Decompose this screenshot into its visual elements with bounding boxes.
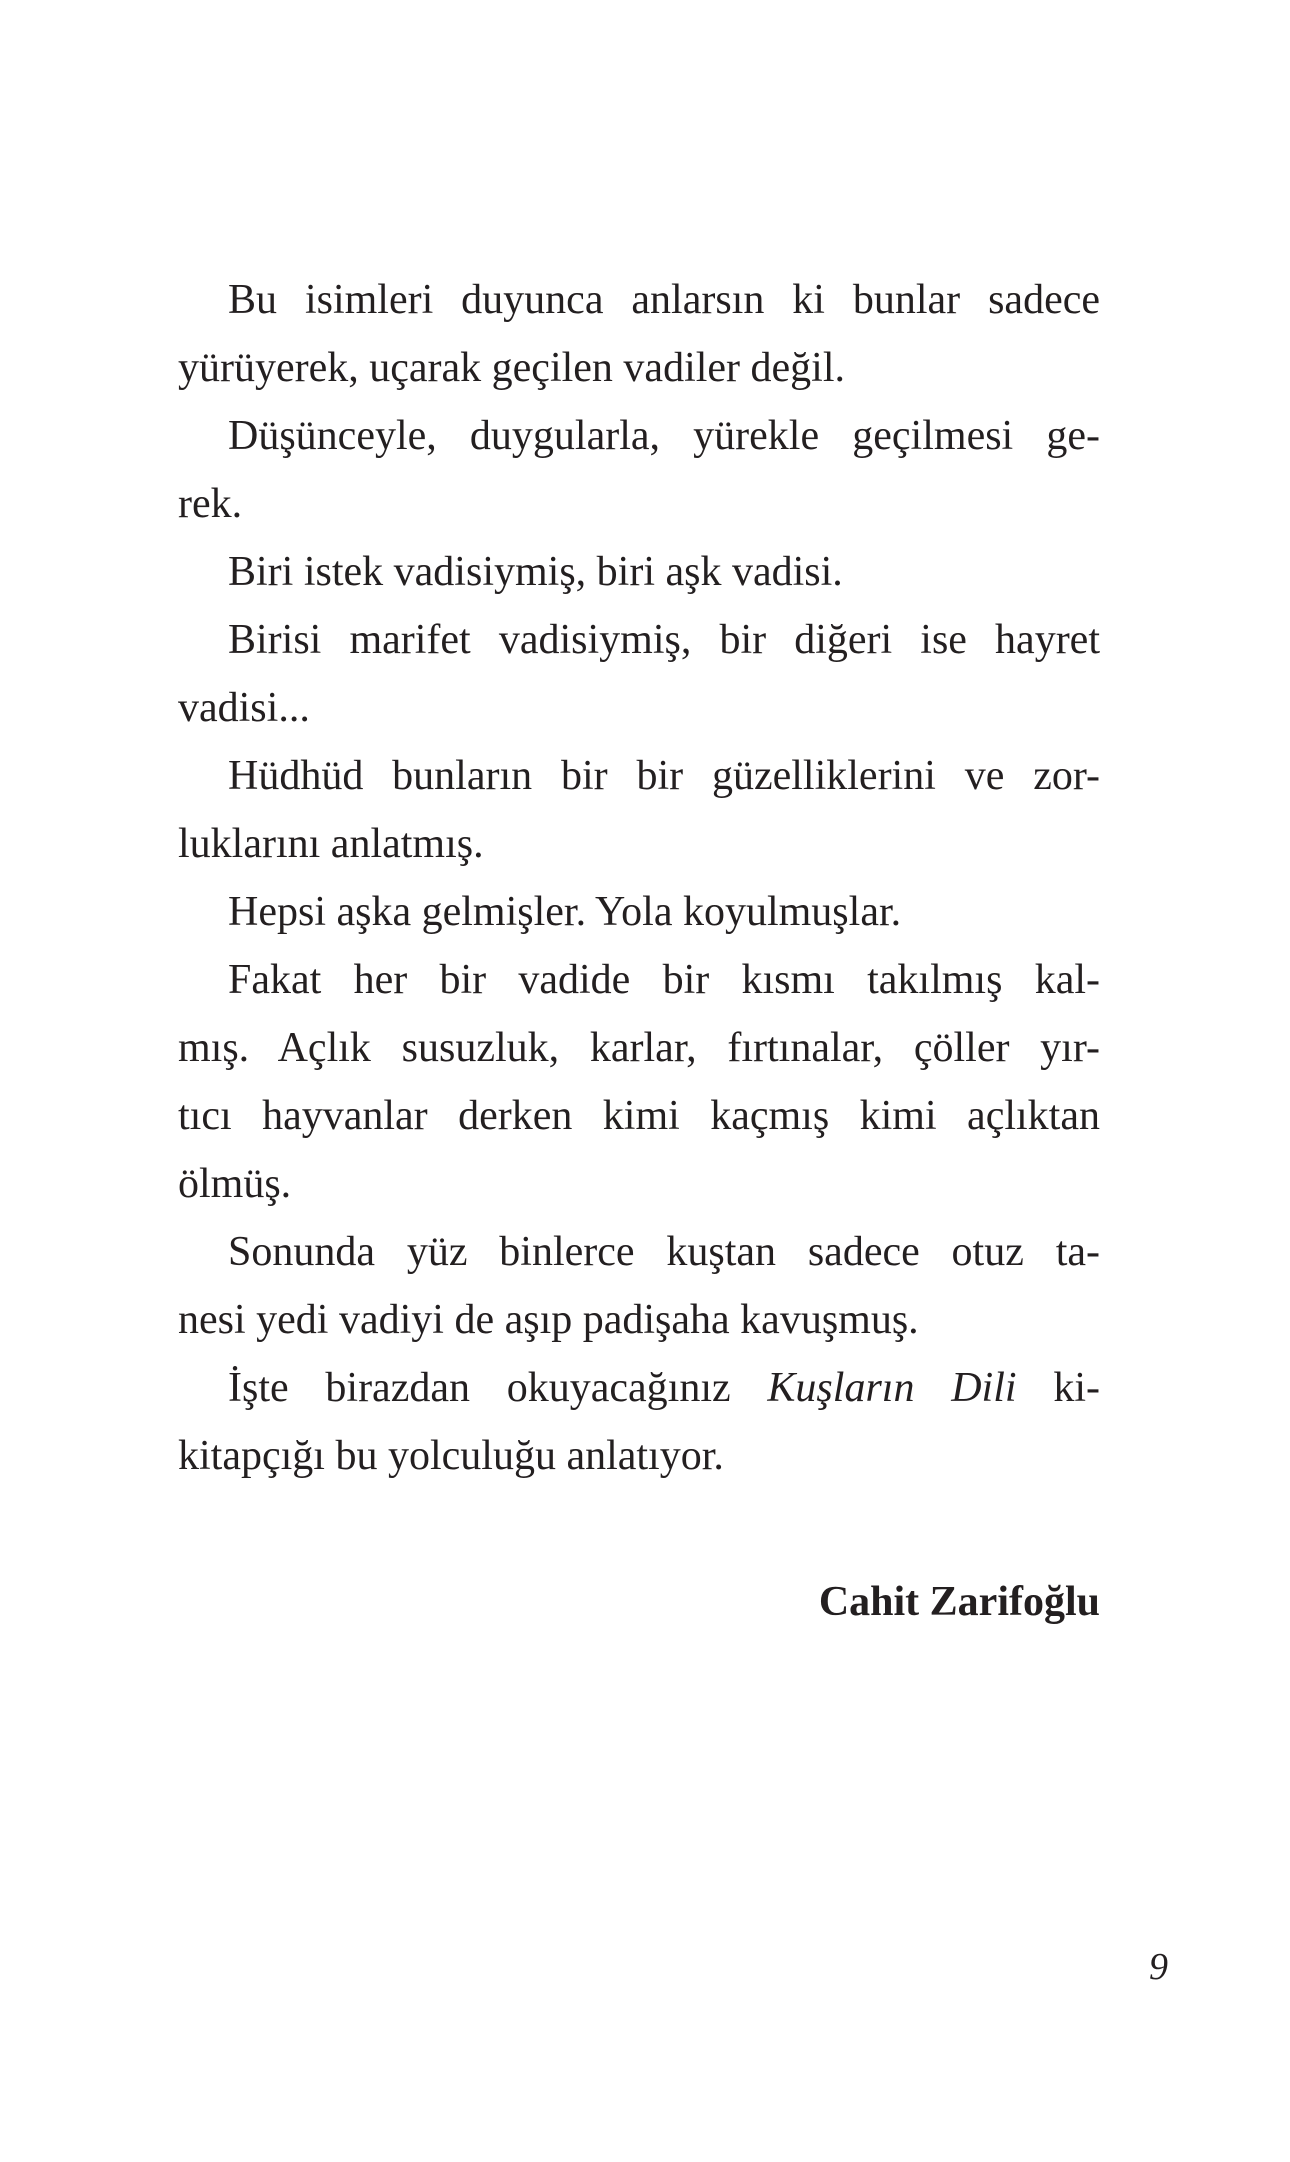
text-line: rek. bbox=[178, 481, 243, 527]
text-line: Düşünceyle, duygularla, yürekle geçilmesi ge- bbox=[228, 413, 1100, 459]
text-line: Biri istek vadisiymiş, biri aşk vadisi. bbox=[228, 549, 843, 595]
text-line: Birisi marifet vadisiymiş, bir diğeri ise hayret bbox=[228, 617, 1100, 663]
text-line: tıcı hayvanlar derken kimi kaçmış kimi açlıktan bbox=[178, 1093, 1100, 1139]
text-line: nesi yedi vadiyi de aşıp padişaha kavuşmuş. bbox=[178, 1297, 919, 1343]
text-line: kitapçığı bu yolculuğu anlatıyor. bbox=[178, 1433, 724, 1479]
text-line: Fakat her bir vadide bir kısmı takılmış kal- bbox=[228, 957, 1100, 1003]
text-segment: İşte birazdan okuyacağınız bbox=[228, 1365, 731, 1411]
text-line: vadisi... bbox=[178, 685, 310, 731]
page-number: 9 bbox=[1149, 1946, 1168, 1988]
text-line: ölmüş. bbox=[178, 1161, 292, 1207]
text-line: mış. Açlık susuzluk, karlar, fırtınalar, çöller yır- bbox=[178, 1025, 1100, 1071]
text-line: Bu isimleri duyunca anlarsın ki bunlar sadece bbox=[228, 277, 1100, 323]
text-segment: ki- bbox=[1053, 1365, 1100, 1411]
text-line: yürüyerek, uçarak geçilen vadiler değil. bbox=[178, 345, 846, 391]
book-title: Kuşların Dili bbox=[767, 1365, 1017, 1411]
text-line: Hüdhüd bunların bir bir güzelliklerini ve zor- bbox=[228, 753, 1100, 799]
text-line: Hepsi aşka gelmişler. Yola koyulmuşlar. bbox=[228, 889, 902, 935]
text-line: luklarını anlatmış. bbox=[178, 821, 484, 867]
text-line bbox=[228, 1358, 1100, 1418]
author-signature: Cahit Zarifoğlu bbox=[818, 1579, 1100, 1625]
text-line: Sonunda yüz binlerce kuştan sadece otuz ta- bbox=[228, 1229, 1100, 1275]
